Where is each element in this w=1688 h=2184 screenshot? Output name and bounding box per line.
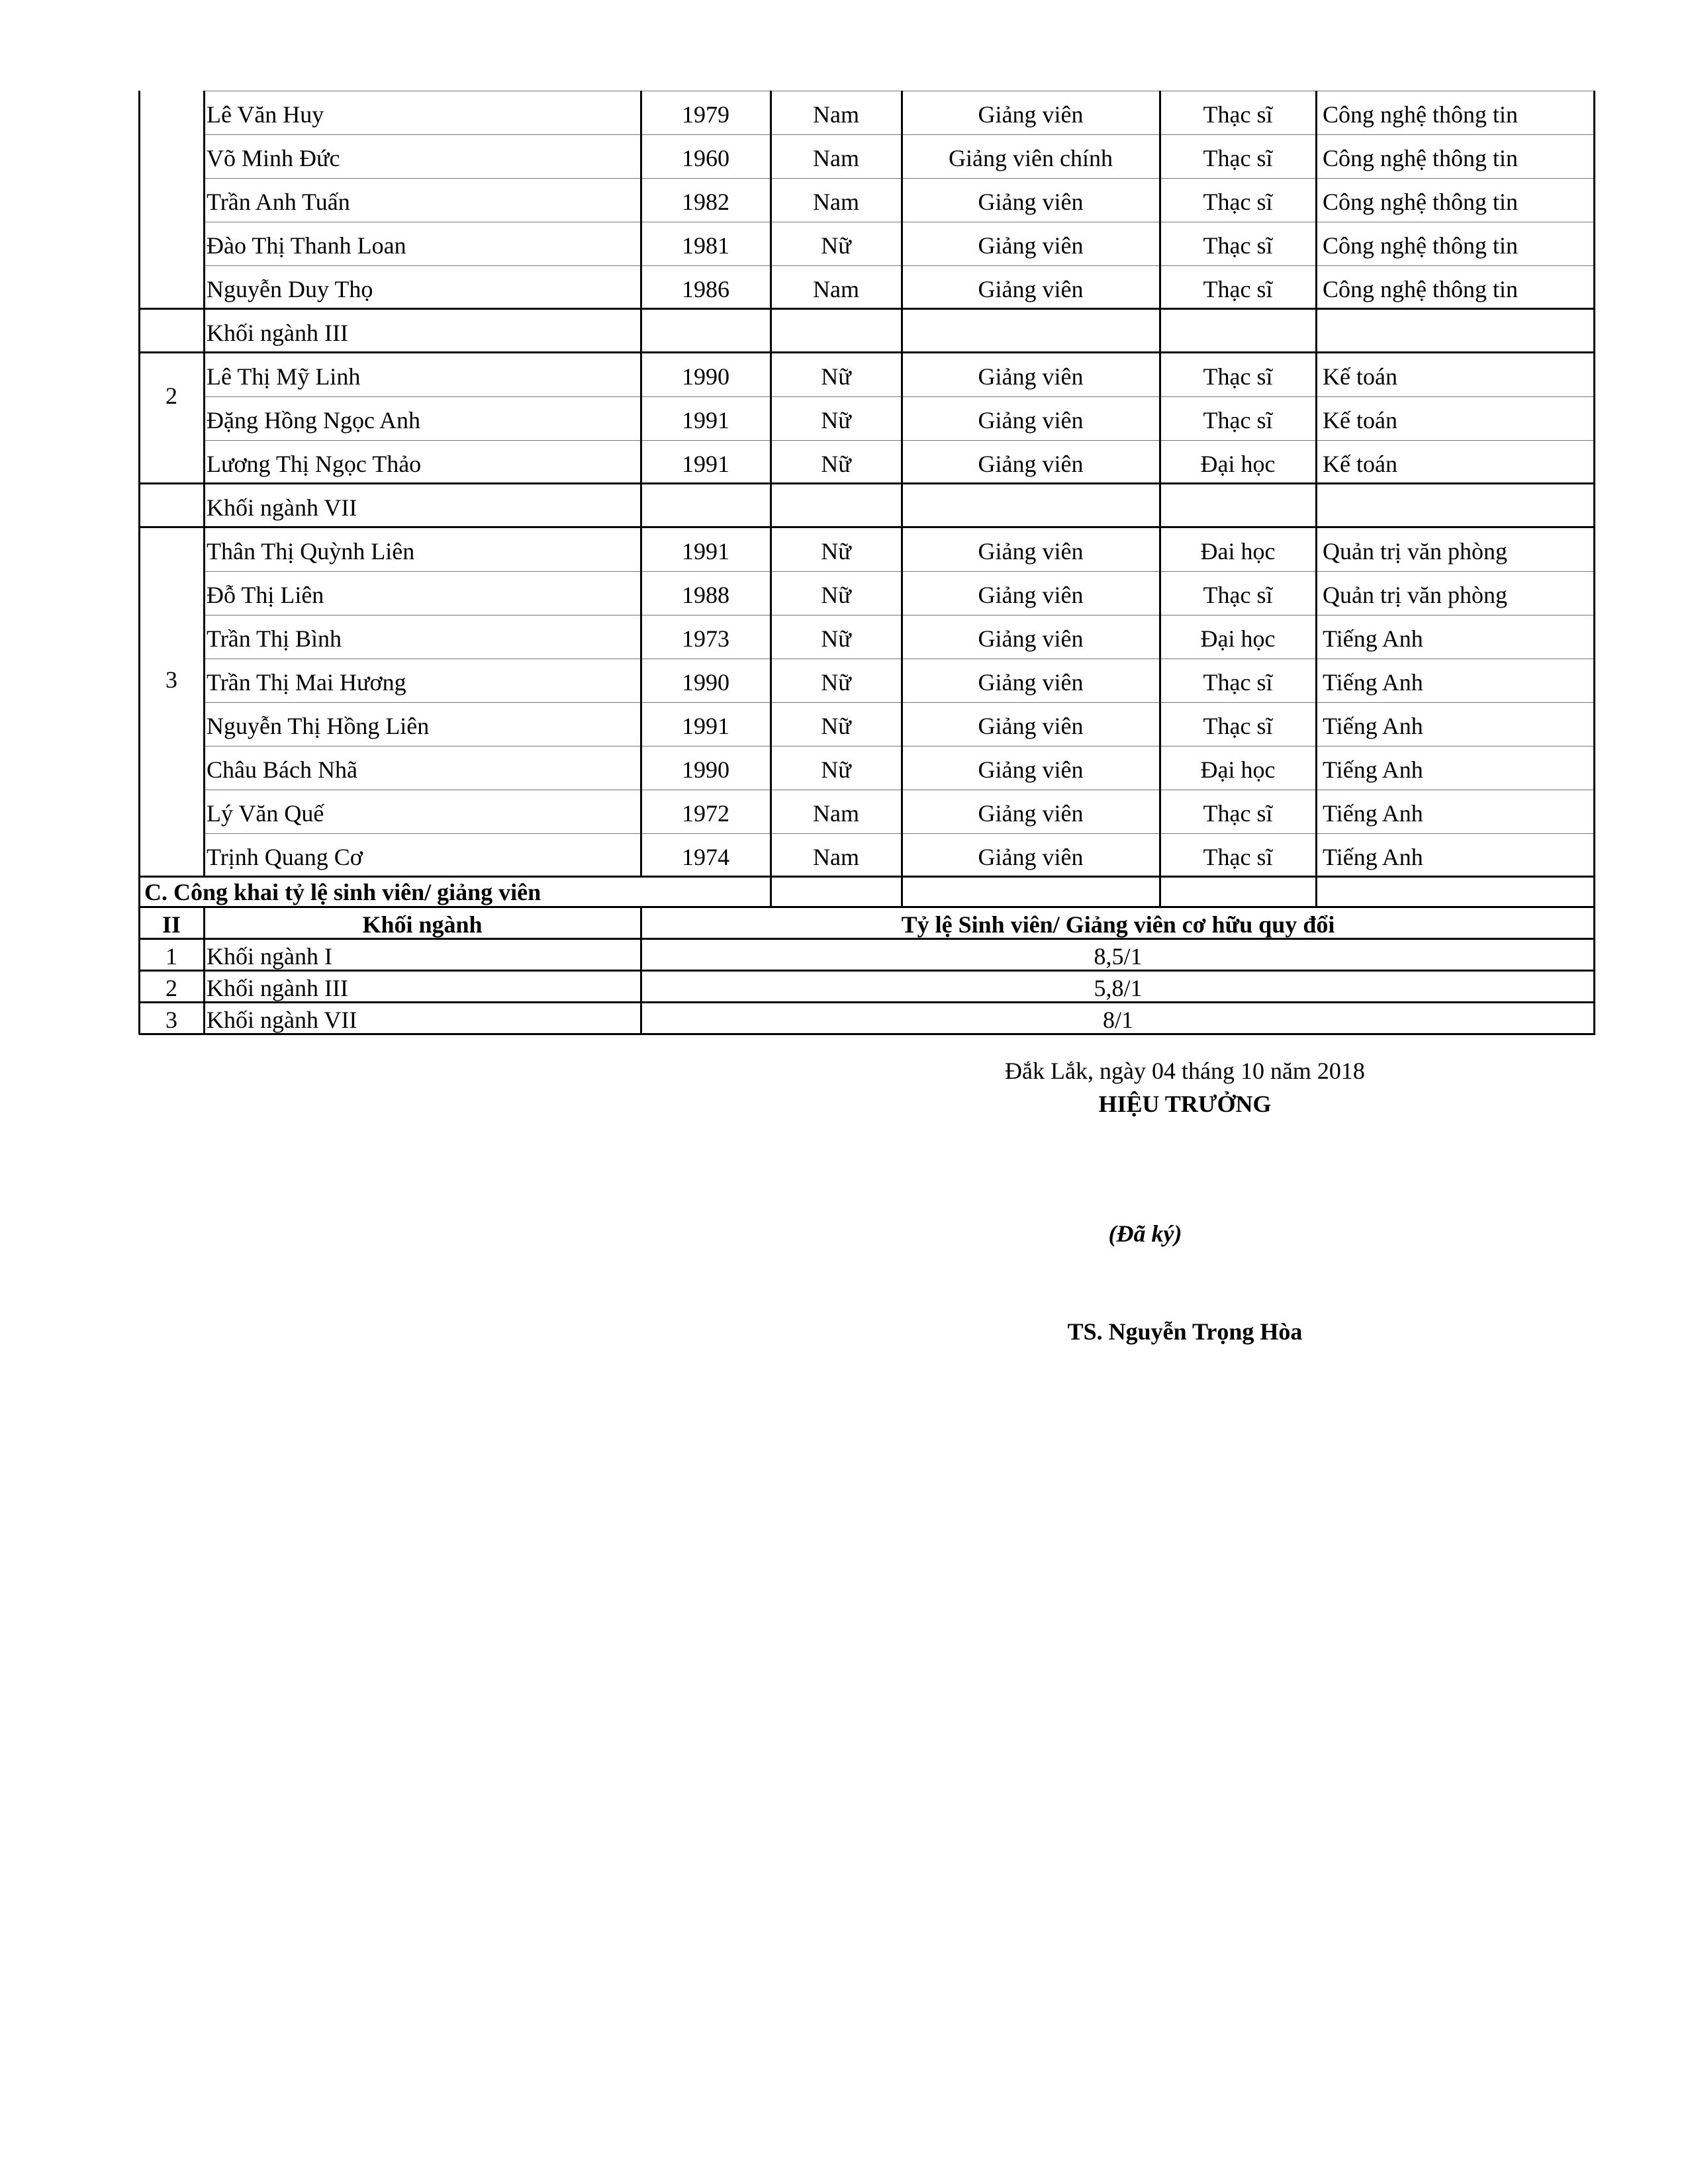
degree: Đại học [1200,625,1276,652]
gender: Nữ [821,625,851,652]
column-divider [640,91,642,877]
table-row [139,265,1595,309]
group-header-row [139,484,1595,527]
ratio-value: 8/1 [1102,1007,1133,1033]
birth-year: 1974 [682,844,729,870]
birth-year: 1991 [682,538,729,565]
degree: Thạc sĩ [1203,713,1273,739]
row-divider [204,746,1595,747]
ratio-stt: 2 [165,975,177,1001]
position-title: Giảng viên [978,232,1084,259]
major: Tiếng Anh [1323,713,1423,739]
birth-year: 1991 [682,407,729,433]
column-divider [770,91,772,907]
signer-position: HIỆU TRƯỞNG [1098,1091,1272,1117]
table-row [139,353,1595,396]
column-divider [138,907,140,1034]
lecturer-name: Lê Thị Mỹ Linh [207,363,361,390]
table-row [139,746,1595,790]
row-divider [139,351,1595,353]
major: Công nghệ thông tin [1323,276,1518,302]
birth-year: 1979 [682,101,729,128]
column-divider [138,91,140,907]
column-divider [1593,91,1595,907]
major: Quản trị văn phòng [1323,582,1507,608]
row-divider [139,876,1595,878]
lecturer-name: Châu Bách Nhã [207,756,357,783]
lecturer-name: Trần Thị Mai Hương [207,669,406,696]
table-row [139,659,1595,702]
position-title: Giảng viên [978,669,1084,696]
column-divider [1159,91,1161,907]
group-number: 3 [165,666,177,693]
table-row [139,396,1595,440]
ratio-group-name: Khối ngành VII [207,1007,357,1033]
position-title: Giảng viên [978,407,1084,433]
degree: Thạc sĩ [1203,232,1273,259]
degree: Thạc sĩ [1203,145,1273,171]
position-title: Giảng viên [978,713,1084,739]
lecturer-name: Lương Thị Ngọc Thảo [207,451,422,477]
major: Công nghệ thông tin [1323,101,1518,128]
lecturer-name: Nguyễn Thị Hồng Liên [207,713,430,739]
degree: Thạc sĩ [1203,101,1273,128]
major: Tiếng Anh [1323,756,1423,783]
position-title: Giảng viên [978,101,1084,128]
gender: Nam [813,844,859,870]
column-divider [1593,907,1595,1034]
birth-year: 1990 [682,669,729,696]
lecturer-name: Đào Thị Thanh Loan [207,232,406,259]
position-title: Giảng viên [978,844,1084,870]
column-divider [640,907,642,1034]
birth-year: 1990 [682,363,729,390]
degree: Thạc sĩ [1203,800,1273,827]
row-divider [204,134,1595,135]
lecturer-name: Trịnh Quang Cơ [207,844,363,870]
ratio-row [139,971,1595,1003]
ratio-stt: 3 [165,1007,177,1033]
major: Công nghệ thông tin [1323,189,1518,215]
birth-year: 1990 [682,756,729,783]
gender: Nữ [821,363,851,390]
gender: Nữ [821,407,851,433]
major: Tiếng Anh [1323,625,1423,652]
table-row [139,134,1595,178]
position-title: Giảng viên chính [949,145,1113,171]
position-title: Giảng viên [978,800,1084,827]
gender: Nữ [821,538,851,565]
ratio-value: 8,5/1 [1094,943,1143,970]
group-label: Khối ngành VII [207,494,357,521]
position-title: Giảng viên [978,582,1084,608]
ratio-group-name: Khối ngành III [207,975,348,1001]
position-title: Giảng viên [978,189,1084,215]
row-divider [204,178,1595,179]
table-row [139,833,1595,877]
gender: Nam [813,800,859,827]
major: Công nghệ thông tin [1323,232,1518,259]
column-divider [203,91,205,877]
ratio-row [139,1003,1595,1034]
ratio-stt: 1 [165,943,177,970]
degree: Thạc sĩ [1203,582,1273,608]
position-title: Giảng viên [978,451,1084,477]
row-divider [204,702,1595,703]
degree: Đai học [1200,538,1276,565]
gender: Nam [813,189,859,215]
major: Kế toán [1323,451,1397,477]
position-title: Giảng viên [978,538,1084,565]
row-divider [204,571,1595,572]
degree: Thạc sĩ [1203,363,1273,390]
table-row [139,571,1595,615]
lecturer-name: Đỗ Thị Liên [207,582,324,608]
lecturer-name: Trần Thị Bình [207,625,342,652]
row-divider [139,308,1595,310]
degree: Thạc sĩ [1203,276,1273,302]
table-row [139,440,1595,484]
major: Kế toán [1323,363,1397,390]
group-header-row [139,309,1595,353]
group-number: 2 [165,383,177,409]
major: Tiếng Anh [1323,669,1423,696]
birth-year: 1973 [682,625,729,652]
gender: Nữ [821,451,851,477]
major: Tiếng Anh [1323,844,1423,870]
ratio-row [139,939,1595,971]
row-divider [139,482,1595,484]
row-divider [204,265,1595,266]
table-row [139,790,1595,833]
position-title: Giảng viên [978,625,1084,652]
row-divider [204,396,1595,397]
degree: Thạc sĩ [1203,669,1273,696]
row-divider [139,1033,1595,1035]
gender: Nam [813,145,859,171]
lecturer-name: Lê Văn Huy [207,101,324,128]
table-row [139,222,1595,265]
signed-note: (Đã ký) [1108,1220,1182,1247]
table-row [139,178,1595,222]
degree: Thạc sĩ [1203,844,1273,870]
degree: Đại học [1200,756,1276,783]
birth-year: 1981 [682,232,729,259]
birth-year: 1982 [682,189,729,215]
gender: Nữ [821,669,851,696]
lecturer-name: Võ Minh Đức [207,145,340,171]
degree: Đại học [1200,451,1276,477]
position-title: Giảng viên [978,276,1084,302]
header-stt: II [162,911,181,938]
lecturer-name: Thân Thị Quỳnh Liên [207,538,415,565]
gender: Nữ [821,713,851,739]
position-title: Giảng viên [978,756,1084,783]
header-value: Tỷ lệ Sinh viên/ Giảng viên cơ hữu quy đổi [901,911,1335,938]
birth-year: 1960 [682,145,729,171]
major: Quản trị văn phòng [1323,538,1507,565]
section-c-title: C. Công khai tỷ lệ sinh viên/ giảng viên [144,879,541,905]
gender: Nữ [821,232,851,259]
column-divider [901,91,903,907]
position-title: Giảng viên [978,363,1084,390]
gender: Nam [813,101,859,128]
place-date: Đắk Lắk, ngày 04 tháng 10 năm 2018 [1005,1058,1365,1084]
degree: Thạc sĩ [1203,189,1273,215]
gender: Nữ [821,756,851,783]
birth-year: 1988 [682,582,729,608]
gender: Nam [813,276,859,302]
lecturer-name: Nguyễn Duy Thọ [207,276,373,302]
degree: Thạc sĩ [1203,407,1273,433]
table-row [139,91,1595,134]
table-row [139,527,1595,571]
major: Tiếng Anh [1323,800,1423,827]
header-name: Khối ngành [362,911,483,938]
birth-year: 1991 [682,451,729,477]
birth-year: 1991 [682,713,729,739]
birth-year: 1972 [682,800,729,827]
table-row [139,615,1595,659]
gender: Nữ [821,582,851,608]
row-divider [204,833,1595,834]
row-divider [204,440,1595,441]
ratio-header-row [139,907,1595,939]
table-row [139,702,1595,746]
ratio-group-name: Khối ngành I [207,943,332,970]
major: Công nghệ thông tin [1323,145,1518,171]
column-divider [1315,91,1317,907]
ratio-value: 5,8/1 [1094,975,1143,1001]
lecturer-name: Đặng Hồng Ngọc Anh [207,407,420,433]
lecturer-name: Lý Văn Quế [207,800,324,827]
row-divider [139,526,1595,528]
lecturer-name: Trần Anh Tuấn [207,189,350,215]
group-label: Khối ngành III [207,320,348,346]
major: Kế toán [1323,407,1397,433]
column-divider [203,907,205,1034]
birth-year: 1986 [682,276,729,302]
signer-name: TS. Nguyễn Trọng Hòa [1067,1318,1303,1345]
